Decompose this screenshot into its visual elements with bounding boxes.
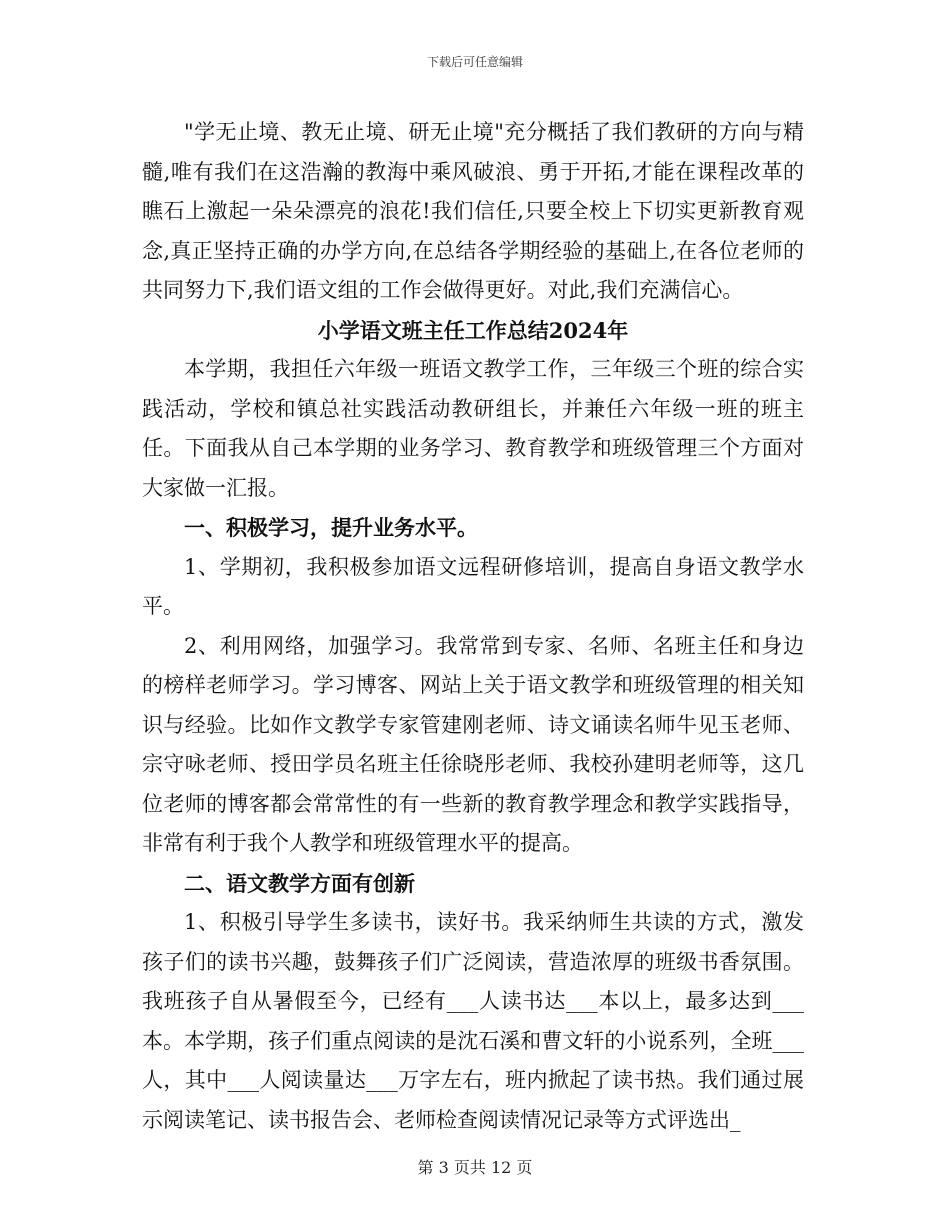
section-heading-1: 一、积极学习，提升业务水平。 xyxy=(184,515,478,540)
paragraph-item-1-2: 2、利用网络，加强学习。我常常到专家、名师、名班主任和身边的榜样老师学习。学习博客、网站上关于语文教学和班级管理的相关知识与经验。比如作文教学专家管建刚老师、诗文诵读名师牛见玉老师、宗守咏老师、授田学员名班主任徐晓彤老师、我校孙建明老师等，这几位老师的博客都会常常性的有一些新的教育教学理念和教学实践指导，非常有利于我个人教学和班级管理水平的提高。 xyxy=(142,633,804,855)
page-header: 下载后可任意编辑 xyxy=(426,55,523,69)
paragraph-intro: 本学期，我担任六年级一班语文教学工作，三年级三个班的综合实践活动，学校和镇总社实践活动教研组长，并兼任六年级一班的班主任。下面我从自己本学期的业务学习、教育教学和班级管理三个方面对大家做一汇报。 xyxy=(142,357,804,500)
section-heading-2: 二、语文教学方面有创新 xyxy=(184,870,415,896)
document-body xyxy=(142,113,804,1140)
paragraph-item-2-1: 1、积极引导学生多读书，读好书。我采纳师生共读的方式，激发孩子们的读书兴趣，鼓舞孩子们广泛阅读，营造浓厚的班级书香氛围。我班孩子自从暑假至今，已经有___人读书达___本以上，最多达到___本。本学期，孩子们重点阅读的是沈石溪和曹文轩的小说系列，全班___人，其中___人阅读量达___万字左右，班内掀起了读书热。我们通过展示阅读笔记、读书报告会、老师检查阅读情况记录等方式评选出_ xyxy=(142,910,804,1132)
paragraph-item-1-1: 1、学期初，我积极参加语文远程研修培训，提高自身语文教学水平。 xyxy=(142,554,804,618)
document-title: 小学语文班主任工作总结2024年 xyxy=(317,317,629,343)
paragraph-closing: "学无止境、教无止境、研无止境"充分概括了我们教研的方向与精髓,唯有我们在这浩瀚的教海中乘风破浪、勇于开拓,才能在课程改革的瞧石上激起一朵朵漂亮的浪花!我们信任,只要全校上下切实更新教育观念,真正坚持正确的办学方向,在总结各学期经验的基础上,在各位老师的共同努力下,我们语文组的工作会做得更好。对此,我们充满信心。 xyxy=(142,120,804,302)
page-footer: 第 3 页共 12 页 xyxy=(417,1158,533,1177)
